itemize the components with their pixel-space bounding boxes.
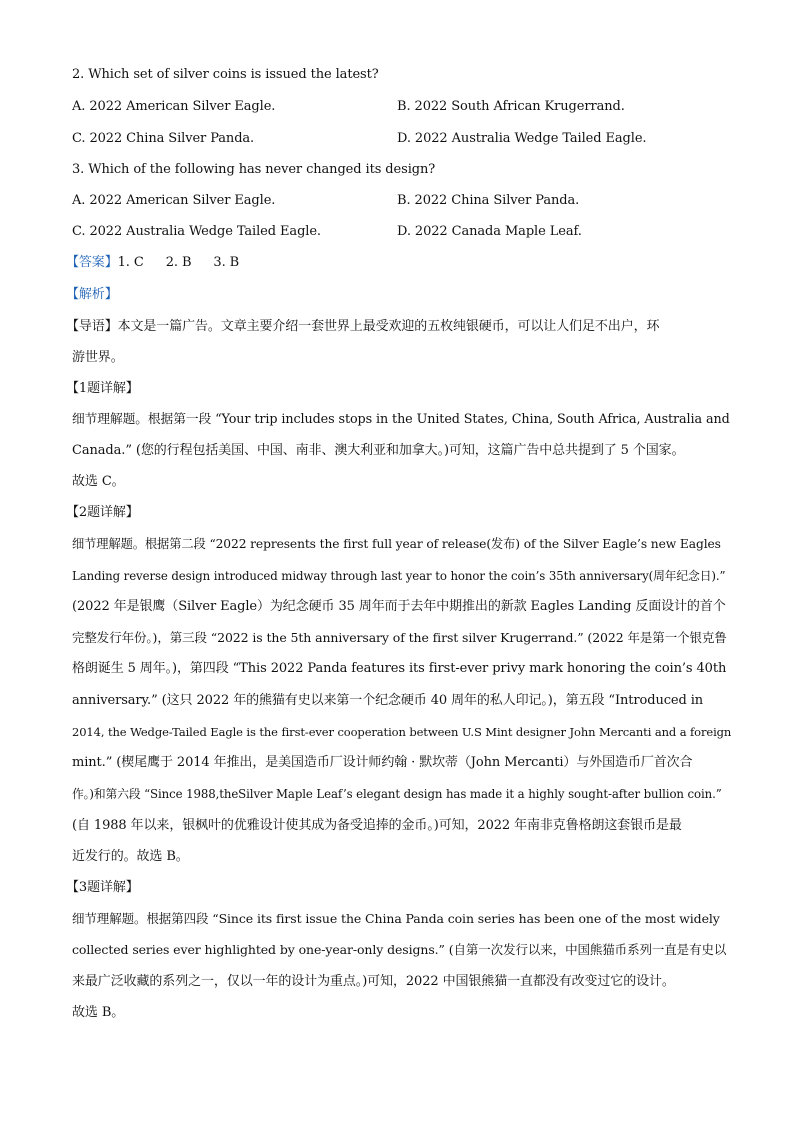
q2-detail-heading: 【2题详解】 bbox=[66, 505, 139, 520]
q2-detail-line-6: anniversary.” (这只 2022 年的熊猫有史以来第一个纪念硬币 40 周年的私人印记。)，第五段 “Introduced in bbox=[72, 693, 704, 708]
q3-detail-line-2: collected series ever highlighted by one-year-only designs.” (自第一次发行以来，中国熊猫币系列一直是有史以 bbox=[72, 942, 727, 957]
guide-line-1: 【导语】本文是一篇广告。文章主要介绍一套世界上最受欢迎的五枚纯银硬币，可以让人们足不出户，环 bbox=[66, 319, 660, 334]
answer-line bbox=[66, 254, 726, 272]
q3-detail-line-4: 故选 B。 bbox=[72, 1005, 125, 1020]
q2-detail-line-2: Landing reverse design introduced midway through last year to honor the coin’s 35th anniversary(周年纪念日).” bbox=[72, 569, 726, 583]
q1-detail-line-1: 细节理解题。根据第一段 “Your trip includes stops in the United States, China, South Africa, Australia and bbox=[72, 412, 730, 427]
q2-detail-line-10: (自 1988 年以来，银枫叶的优雅设计使其成为备受追捧的金币。)可知，2022 年南非克鲁格朗这套银币是最 bbox=[72, 818, 682, 833]
answer-1: 1. C bbox=[117, 255, 144, 270]
q1-detail-line-3: 故选 C。 bbox=[72, 474, 125, 489]
q2-detail-line-4: 完整发行年份。)，第三段 “2022 is the 5th anniversary of the first silver Krugerrand.” (2022 年是第一个银克鲁 bbox=[72, 630, 727, 645]
question-2-stem: 2. Which set of silver coins is issued the latest? bbox=[72, 67, 379, 82]
q1-detail-line-2: Canada.” (您的行程包括美国、中国、南非、澳大利亚和加拿大。)可知，这篇广告中总共提到了 5 个国家。 bbox=[72, 443, 685, 458]
q2-detail-line-8: mint.” (楔尾鹰于 2014 年推出，是美国造币厂设计师约翰 · 默坎蒂（John Mercanti）与外国造币厂首次合 bbox=[72, 755, 693, 770]
q2-detail-line-9: 作。)和第六段 “Since 1988,theSilver Maple Leaf’s elegant design has made it a highly sought-after bullion coin.” bbox=[72, 787, 722, 801]
answer-3: 3. B bbox=[213, 255, 240, 270]
q2-detail-line-3: (2022 年是银鹰（Silver Eagle）为纪念硬币 35 周年而于去年中期推出的新款 Eagles Landing 反面设计的首个 bbox=[72, 599, 726, 614]
answer-label: 【答案】 bbox=[66, 255, 118, 270]
q2-detail-line-1: 细节理解题。根据第二段 “2022 represents the first full year of release(发布) of the Silver Eagle’s new Eagles bbox=[72, 537, 721, 551]
question-3-option-d: D. 2022 Canada Maple Leaf. bbox=[397, 224, 582, 239]
question-3-stem: 3. Which of the following has never changed its design? bbox=[72, 162, 436, 177]
guide-line-2: 游世界。 bbox=[72, 350, 124, 365]
question-2-option-b: B. 2022 South African Krugerrand. bbox=[397, 99, 625, 114]
analysis-label: 【解析】 bbox=[66, 287, 118, 302]
q2-detail-line-11: 近发行的。故选 B。 bbox=[72, 849, 189, 864]
answer-2: 2. B bbox=[165, 255, 192, 270]
question-3-option-a: A. 2022 American Silver Eagle. bbox=[72, 193, 276, 208]
question-2-option-c: C. 2022 China Silver Panda. bbox=[72, 131, 255, 146]
q2-detail-line-7: 2014, the Wedge-Tailed Eagle is the first-ever cooperation between U.S Mint designer John Mercanti and a foreign bbox=[72, 725, 732, 739]
question-3-option-b: B. 2022 China Silver Panda. bbox=[397, 193, 580, 208]
question-2-option-d: D. 2022 Australia Wedge Tailed Eagle. bbox=[397, 131, 647, 146]
question-2-option-a: A. 2022 American Silver Eagle. bbox=[72, 99, 276, 114]
q2-detail-line-5: 格朗诞生 5 周年。)，第四段 “This 2022 Panda features its first-ever privy mark honoring the coin’s 40th bbox=[72, 661, 727, 676]
q1-detail-heading: 【1题详解】 bbox=[66, 381, 139, 396]
q3-detail-heading: 【3题详解】 bbox=[66, 880, 139, 895]
question-3-option-c: C. 2022 Australia Wedge Tailed Eagle. bbox=[72, 224, 321, 239]
q3-detail-line-3: 来最广泛收藏的系列之一，仅以一年的设计为重点。)可知，2022 中国银熊猫一直都没有改变过它的设计。 bbox=[72, 974, 675, 989]
q3-detail-line-1: 细节理解题。根据第四段 “Since its first issue the China Panda coin series has been one of the most widely bbox=[72, 911, 720, 926]
